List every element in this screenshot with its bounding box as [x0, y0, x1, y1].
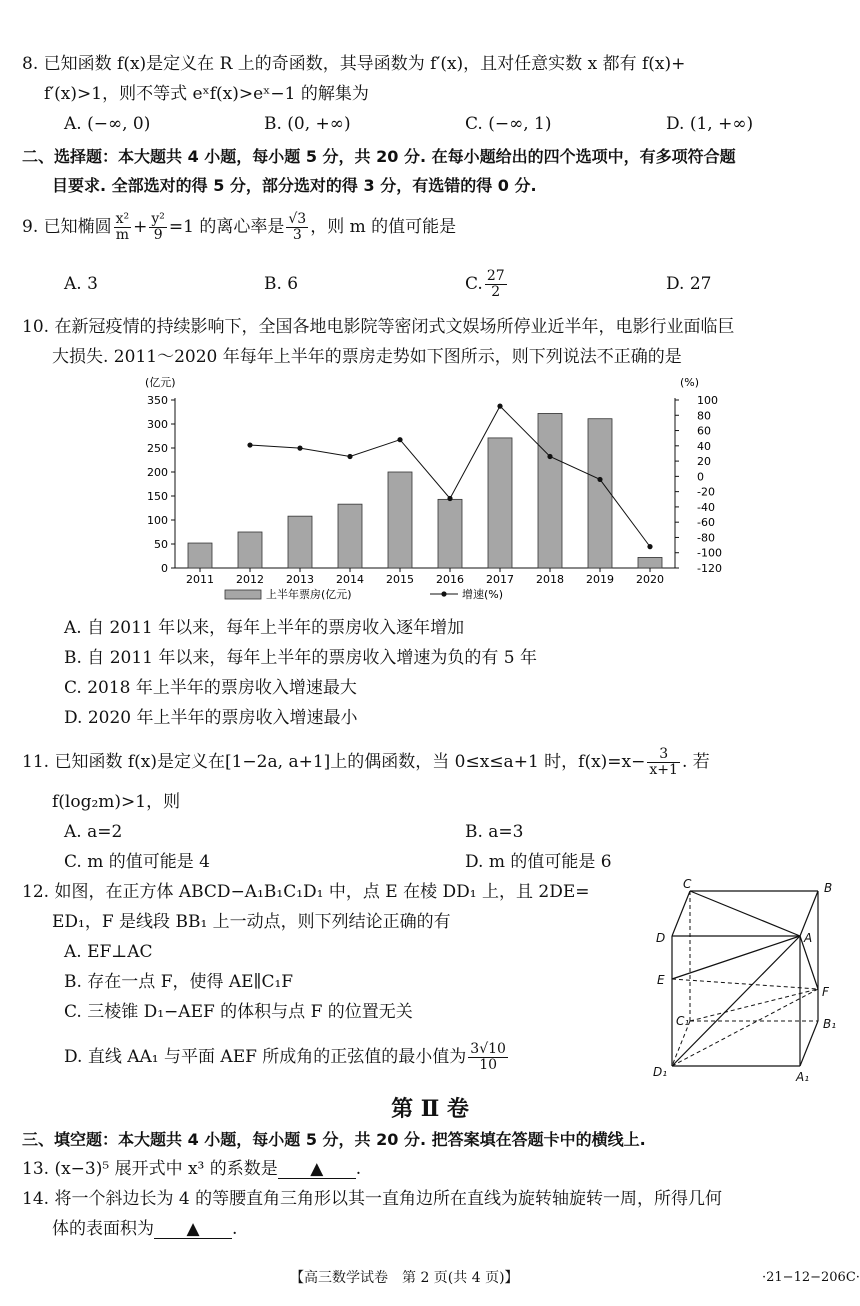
right-axis-unit: (%)	[680, 376, 700, 389]
bar-2018	[538, 413, 562, 568]
cube-label-c: C	[683, 878, 692, 891]
bar-2015	[388, 472, 412, 568]
right-tick-label: 0	[697, 470, 704, 484]
q11-option-a: A. a=2	[64, 822, 123, 842]
q11-fraction-3-over-x-plus-1: $\frac{3}{x+1}$	[649, 746, 678, 778]
growth-point-2018	[547, 454, 552, 459]
x-tick-label: 2016	[436, 573, 464, 586]
bar-2016	[438, 499, 462, 568]
left-tick-label: 250	[147, 442, 168, 455]
left-tick-label: 0	[161, 562, 168, 575]
q11-line2: f(log₂m)>1，则	[52, 792, 181, 812]
x-tick-label: 2011	[186, 573, 214, 586]
growth-point-2015	[397, 437, 402, 442]
right-tick-label: -120	[697, 562, 722, 575]
right-tick-label: -40	[697, 500, 715, 514]
section3-heading: 三、填空题：本大题共 4 小题，每小题 5 分，共 20 分. 把答案填在答题卡中的横线上.	[22, 1130, 646, 1149]
q12-line2: ED₁，F 是线段 BB₁ 上一动点，则下列结论正确的有	[52, 912, 451, 932]
q9-option-b: B. 6	[264, 274, 299, 294]
q13-answer-blank: ▲	[278, 1160, 356, 1179]
right-tick-label: -80	[697, 531, 715, 545]
growth-point-2013	[297, 446, 302, 451]
left-tick-label: 350	[147, 394, 168, 407]
q12-option-c: C. 三棱锥 D₁−AEF 的体积与点 F 的位置无关	[64, 1002, 413, 1022]
q14-answer-blank: ▲	[154, 1220, 232, 1239]
q11-option-b: B. a=3	[465, 822, 524, 842]
q8-option-c: C. (−∞, 1)	[465, 114, 552, 134]
growth-point-2016	[447, 496, 452, 501]
left-tick-label: 100	[147, 514, 168, 527]
q11-line1: 11. 已知函数 f(x)是定义在[1−2a, a+1]上的偶函数，当 0≤x≤a+1 时，f(x)=x− $\frac{3}{x+1}$ . 若	[22, 746, 710, 778]
q14-line2: 体的表面积为 ▲ .	[52, 1219, 238, 1239]
cube-label-a: A	[804, 931, 813, 945]
q9-option-d: D. 27	[666, 274, 712, 294]
cube-label-f: F	[822, 985, 829, 999]
right-tick-label: 100	[697, 394, 718, 407]
x-tick-label: 2014	[336, 573, 364, 586]
cube-label-c1: C₁	[676, 1014, 690, 1028]
q12-option-b: B. 存在一点 F，使得 AE∥C₁F	[64, 972, 294, 992]
legend-bar-label: 上半年票房(亿元)	[266, 588, 352, 601]
q10-line2: 大损失. 2011～2020 年每年上半年的票房走势如下图所示，则下列说法不正确的是	[52, 347, 682, 367]
q8-line2: f′(x)>1，则不等式 eˣf(x)>eˣ−1 的解集为	[44, 84, 369, 104]
q9-fraction-x2-over-m: $\frac{\text{x²}}{m}$	[115, 211, 130, 243]
growth-point-2012	[247, 442, 252, 447]
box-office-chart	[130, 372, 730, 612]
footer-page-info: 【高三数学试卷 第 2 页(共 4 页)】	[290, 1270, 519, 1286]
q9-fraction-y2-over-9: $\frac{\text{y²}}{9}$	[151, 211, 165, 243]
right-tick-label: -60	[697, 516, 715, 530]
q8-option-a: A. (−∞, 0)	[64, 114, 151, 134]
q8-line1: 8. 已知函数 f(x)是定义在 R 上的奇函数，其导函数为 f′(x)，且对任意实数 x 都有 f(x)+	[22, 54, 686, 74]
x-tick-label: 2019	[586, 573, 614, 586]
q9-fraction-sqrt3-over-3: $\frac{√3}{3}$	[288, 211, 307, 243]
section2-heading-line2: 目要求. 全部选对的得 5 分，部分选对的得 3 分，有选错的得 0 分.	[52, 176, 537, 195]
x-tick-label: 2017	[486, 573, 514, 586]
cube-figure	[650, 878, 850, 1088]
right-tick-label: -20	[697, 485, 715, 499]
cube-label-b: B	[824, 881, 833, 895]
growth-point-2019	[597, 477, 602, 482]
x-tick-label: 2015	[386, 573, 414, 586]
growth-point-2017	[497, 404, 502, 409]
q14-line1: 14. 将一个斜边长为 4 的等腰直角三角形以其一直角边所在直线为旋转轴旋转一周，所得几何	[22, 1189, 723, 1209]
growth-point-2020	[647, 544, 652, 549]
bar-2011	[188, 543, 212, 568]
q10-option-a: A. 自 2011 年以来，每年上半年的票房收入逐年增加	[64, 618, 465, 638]
left-tick-label: 150	[147, 490, 168, 503]
q12-option-d: D. 直线 AA₁ 与平面 AEF 所成角的正弦值的最小值为 $\frac{3√10}{10}$	[64, 1041, 506, 1073]
left-tick-label: 300	[147, 418, 168, 431]
q10-option-c: C. 2018 年上半年的票房收入增速最大	[64, 678, 357, 698]
right-tick-label: 40	[697, 439, 711, 453]
q9-stem: 9. 已知椭圆 $\frac{\text{x²}}{m}$ + $\frac{\text{y²}}{9}$ =1 的离心率是 $\frac{√3}{3}$ ，则 m 的值可能是	[22, 211, 457, 243]
cube-label-d: D	[656, 931, 666, 945]
q10-option-b: B. 自 2011 年以来，每年上半年的票房收入增速为负的有 5 年	[64, 648, 537, 668]
right-tick-label: 60	[697, 424, 711, 438]
bar-2012	[238, 532, 262, 568]
q12-option-a: A. EF⊥AC	[64, 942, 153, 962]
cube-label-e: E	[657, 973, 665, 987]
bar-2017	[488, 438, 512, 568]
q12-line1: 12. 如图，在正方体 ABCD−A₁B₁C₁D₁ 中，点 E 在棱 DD₁ 上，且 2DE=	[22, 882, 590, 902]
legend-bar-swatch	[225, 590, 261, 599]
q10-line1: 10. 在新冠疫情的持续影响下，全国各地电影院等密闭式文娱场所停业近半年，电影行业面临巨	[22, 317, 735, 337]
left-tick-label: 200	[147, 466, 168, 479]
x-tick-label: 2018	[536, 573, 564, 586]
q10-option-d: D. 2020 年上半年的票房收入增速最小	[64, 708, 358, 728]
bar-2020	[638, 557, 662, 568]
right-tick-label: -100	[697, 546, 722, 560]
x-tick-label: 2020	[636, 573, 664, 586]
left-axis-unit: (亿元)	[145, 376, 176, 389]
section2-heading-line1: 二、选择题：本大题共 4 小题，每小题 5 分，共 20 分. 在每小题给出的四个选项中，有多项符合题	[22, 147, 736, 166]
footer-code: ·21−12−206C·	[762, 1270, 860, 1285]
right-tick-label: 80	[697, 409, 711, 423]
legend-line-label: 增速(%)	[462, 588, 504, 601]
bar-2019	[588, 419, 612, 568]
left-tick-label: 50	[154, 538, 168, 551]
x-tick-label: 2013	[286, 573, 314, 586]
q11-option-d: D. m 的值可能是 6	[465, 852, 612, 872]
bar-2014	[338, 504, 362, 568]
q8-option-d: D. (1, +∞)	[666, 114, 754, 134]
cube-label-b1: B₁	[823, 1017, 837, 1031]
q11-option-c: C. m 的值可能是 4	[64, 852, 210, 872]
x-tick-label: 2012	[236, 573, 264, 586]
legend-line-marker	[441, 591, 446, 596]
bar-2013	[288, 516, 312, 568]
q9-option-c: C. $\frac{27}{2}$	[465, 268, 505, 300]
q9-option-a: A. 3	[64, 274, 98, 294]
cube-label-a1: A₁	[796, 1070, 810, 1084]
q8-option-b: B. (0, +∞)	[264, 114, 351, 134]
part2-title: 第 Ⅱ 卷	[391, 1096, 469, 1122]
q13-line: 13. (x−3)⁵ 展开式中 x³ 的系数是 ▲ .	[22, 1159, 362, 1179]
right-tick-label: 20	[697, 455, 711, 469]
growth-point-2014	[347, 454, 352, 459]
cube-label-d1: D₁	[653, 1065, 668, 1079]
